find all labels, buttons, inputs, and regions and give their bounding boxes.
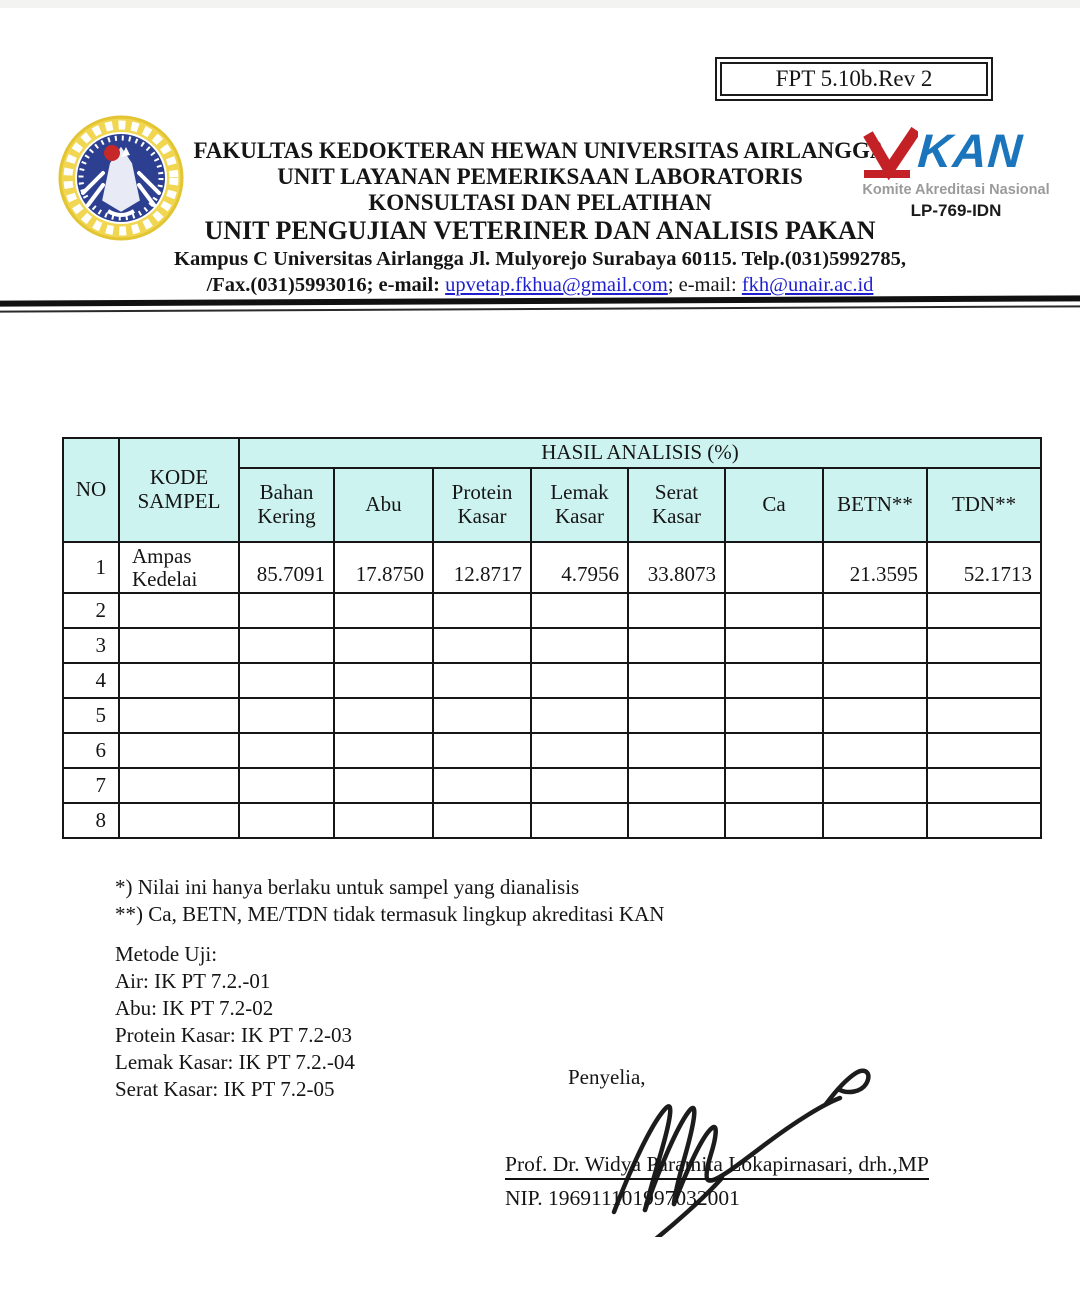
methods-title: Metode Uji: (115, 942, 218, 966)
table-row (63, 628, 1041, 663)
method-protein-kasar: Protein Kasar: IK PT 7.2-03 (115, 1023, 352, 1047)
value-betn: 21.3595 (823, 542, 927, 593)
email-link-upvetap[interactable]: upvetap.fkhua@gmail.com (445, 274, 668, 296)
footnotes (115, 874, 664, 928)
col-header-no: NO (63, 438, 119, 542)
col-header-bahan-kering: Bahan Kering (239, 468, 334, 542)
org-name-line-3: KONSULTASI DAN PELATIHAN (368, 190, 712, 215)
value-protein-kasar: 12.8717 (433, 542, 531, 593)
value-lemak-kasar: 4.7956 (531, 542, 628, 593)
row-number: 2 (63, 593, 119, 628)
kan-accreditation-number: LP-769-IDN (910, 201, 1002, 220)
method-abu: Abu: IK PT 7.2-02 (115, 996, 274, 1020)
supervisor-name: Prof. Dr. Widya Paramita Lokapirnasari, drh.,MP (505, 1152, 929, 1180)
kan-wordmark: KAN (916, 124, 1025, 177)
method-lemak-kasar: Lemak Kasar: IK PT 7.2.-04 (115, 1050, 355, 1074)
table-row (63, 803, 1041, 838)
row-number: 3 (63, 628, 119, 663)
value-serat-kasar: 33.8073 (628, 542, 725, 593)
table-row (63, 593, 1041, 628)
org-name-line-1: FAKULTAS KEDOKTERAN HEWAN UNIVERSITAS AIRLANGGA (193, 138, 887, 163)
fax-label: /Fax.(031)5993016; e-mail: (206, 274, 446, 296)
row-number: 4 (63, 663, 119, 698)
row-number: 6 (63, 733, 119, 768)
test-methods (115, 941, 355, 1103)
sample-code: Ampas Kedelai (119, 542, 239, 593)
col-header-protein-kasar: Protein Kasar (433, 468, 531, 542)
table-row (63, 698, 1041, 733)
row-number: 5 (63, 698, 119, 733)
scan-top-strip (0, 0, 1080, 8)
table-row (63, 733, 1041, 768)
col-header-ca: Ca (725, 468, 823, 542)
method-air: Air: IK PT 7.2.-01 (115, 969, 271, 993)
footnote-2: **) Ca, BETN, ME/TDN tidak termasuk lingkup akreditasi KAN (115, 902, 665, 926)
col-header-lemak-kasar: Lemak Kasar (531, 468, 628, 542)
row-number: 1 (63, 542, 119, 593)
row-number: 8 (63, 803, 119, 838)
col-header-abu: Abu (334, 468, 433, 542)
supervisor-role-label: Penyelia, (568, 1065, 646, 1089)
value-ca (725, 542, 823, 593)
supervisor-nip: NIP. 196911101997032001 (505, 1186, 740, 1210)
col-header-betn: BETN** (823, 468, 927, 542)
value-abu: 17.8750 (334, 542, 433, 593)
org-name-line-4: UNIT PENGUJIAN VETERINER DAN ANALISIS PAKAN (204, 216, 876, 245)
email-separator: ; e-mail: (667, 274, 742, 296)
col-header-serat-kasar: Serat Kasar (628, 468, 725, 542)
col-header-tdn: TDN** (927, 468, 1041, 542)
table-row (63, 542, 1041, 593)
method-serat-kasar: Serat Kasar: IK PT 7.2-05 (115, 1077, 335, 1101)
footnote-1: *) Nilai ini hanya berlaku untuk sampel yang dianalisis (115, 875, 580, 899)
kan-accreditation-logo (862, 126, 1050, 226)
kan-check-icon (862, 126, 918, 180)
row-number: 7 (63, 768, 119, 803)
form-code-text: FPT 5.10b.Rev 2 (720, 62, 988, 96)
kan-subtitle: Komite Akreditasi Nasional (862, 182, 1050, 198)
email-link-fkh[interactable]: fkh@unair.ac.id (741, 274, 874, 296)
address-line-1: Kampus C Universitas Airlangga Jl. Mulyorejo Surabaya 60115. Telp.(031)5992785, (174, 248, 906, 270)
form-code-box (715, 57, 993, 101)
value-tdn: 52.1713 (927, 542, 1041, 593)
address-line-2 (70, 272, 1010, 298)
analysis-results-table (62, 437, 1042, 839)
col-header-kode-sampel: KODE SAMPEL (119, 438, 239, 542)
org-name-line-2: UNIT LAYANAN PEMERIKSAAN LABORATORIS (277, 164, 803, 189)
table-row (63, 663, 1041, 698)
value-bahan-kering: 85.7091 (239, 542, 334, 593)
table-row (63, 768, 1041, 803)
group-header-hasil-analisis: HASIL ANALISIS (%) (239, 438, 1041, 468)
